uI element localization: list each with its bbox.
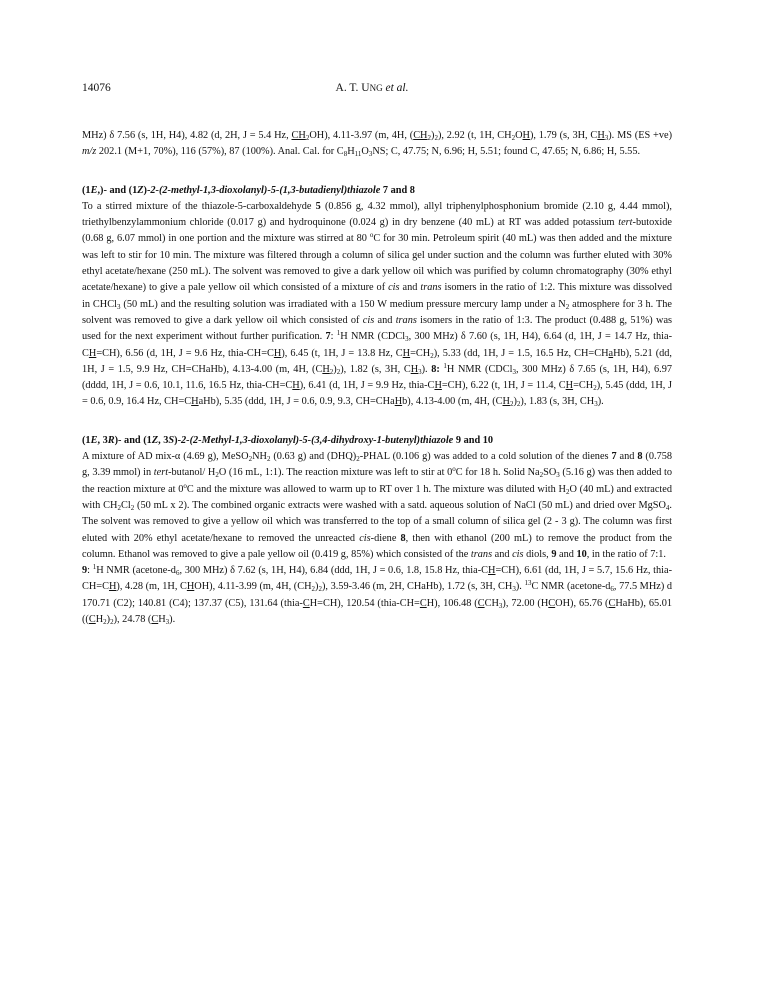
body-paragraph: A mixture of AD mix-α (4.69 g), $MeSO_2NH_2$ (0.63 g) and $(DHQ)_2$-PHAL (0.106 g) was added to a cold solution of the dienes 7 and 8 (0.758 g, 3.39 mmol) in tert-butanol/ $H_2O$ (16 mL, 1:1). The reaction mixture was left to stir at 0$^o$C for 18 h. Solid $Na_2SO_3$ (5.16 g) was then added to the reaction mixture at 0$^o$C and the mixture was allowed to warm up to RT over 1 h. The mixture was diluted with $H_2O$ (40 mL) and extracted with $CH_2Cl_2$ (50 mL x 2). The combined organic extracts were washed with a satd. aqueous solution of NaCl (50 mL) and dried over MgSO$_4$. The solvent was removed to give a yellow oil which was transferred to the top of a small column of silica gel (2 - 3 g). The column was first eluted with 20% ethyl acetate/hexane to removed the unreacted cis-diene 8, then with ethanol (200 mL) to remove the product from the column. Ethanol was removed to give a pale yellow oil (0.419 g, 85%) which consisted of the trans and cis diols, 9 and 10, in the ratio of 7:1. — [82, 451, 673, 560]
page-body — [82, 128, 672, 628]
running-head-authors: A. T. UNG et al. — [335, 82, 409, 94]
body-paragraph: To a stirred mixture of the thiazole-5-carboxaldehyde 5 (0.856 g, 4.32 mmol), allyl triphenylphosphonium bromide (2.10 g, 4.44 mmol), triethylbenzylammonium chloride (0.017 g) and hydroquinone (0.024 g) in dry benzene (40 mL) at RT was added potassium tert-butoxide (0.68 g, 6.07 mmol) in one portion and the mixture was stirred at 80 $^o$C for 30 min. Petroleum spirit (40 mL) was then added and the mixture was left to stir for 10 min. The mixture was filtered through a column of silica gel under suction and the column was further eluted with 30% ethyl acetate/hexane (250 mL). The solvent was removed to give a dark yellow oil which was purified by column chromatography (30% ethyl acetate/hexane) to give a pale yellow oil which consisted of a mixture of cis and trans isomers in the ratio of 1:2. This mixture was dissolved in CHCl$_3$ (50 mL) and the resulting solution was irradiated with a 150 W medium pressure mercury lamp under a $N_2$ atmosphere for 3 h. The solvent was removed to give a dark yellow oil which consisted of cis and trans isomers in the ratio of 1:3. The product (0.488 g, 51%) was used for the next experiment without further purification. 7: $^1$H NMR (CDCl$_3$, 300 MHz) δ 7.60 (s, 1H, H4), 6.64 (d, 1H, J = 14.7 Hz, thia-CH=CH), 6.56 (d, 1H, J = 9.6 Hz, thia-CH=CH), 6.45 (t, 1H, J = 13.8 Hz, $CH=CH_2$), 5.33 (dd, 1H, J = 1.5, 16.5 Hz, CH=CHaHb), 5.21 (dd, 1H, J = 1.5, 9.9 Hz, CH=CHaHb), 4.13-4.00 (m, 4H, $(CH_2)_2$), 1.82 (s, 3H, $CH_3$). 8: $^1$H NMR (CDCl$_3$, 300 MHz) δ 7.65 (s, 1H, H4), 6.97 (dddd, 1H, J = 0.6, 10.1, 11.6, 16.5 Hz, thia-CH=CH), 6.41 (d, 1H, J = 9.9 Hz, thia-CH=CH), 6.22 (t, 1H, J = 11.4, $CH=CH_2$), 5.45 (ddd, 1H, J = 0.6, 0.9, 16.4 Hz, CH=CHaHb), 5.35 (ddd, 1H, J = 0.6, 0.9, 9.3, CH=CHaHb), 4.13-4.00 (m, 4H, $(CH_2)_2$), 1.83 (s, 3H, $CH_3$). — [82, 200, 673, 409]
page-number: 14076 — [82, 82, 111, 94]
page-header — [82, 82, 662, 98]
section-heading: (1E,)- and (1Z)-2-(2-methyl-1,3-dioxolanyl)-5-(1,3-butadienyl)thiazole 7 and 8 — [82, 184, 415, 196]
section-heading: (1E, 3R)- and (1Z, 3S)-2-(2-Methyl-1,3-dioxolanyl)-5-(3,4-dihydroxy-1-butenyl)thiazole 9 and 10 — [82, 434, 494, 446]
body-paragraph: 9: $^1$H NMR ($acetone-d_6$, 300 MHz) δ 7.62 (s, 1H, H4), 6.84 (ddd, 1H, J = 0.6, 1.8, 15.8 Hz, thia-CH=CH), 6.61 (dd, 1H, J = 5.7, 15.6 Hz, thia-CH=CH), 4.28 (m, 1H, CHOH), 4.11-3.99 (m, 4H, $(CH_2)_2$), 3.59-3.46 (m, 2H, CHaHb), 1.72 (s, 3H, $CH_3$). $^{13}$C NMR ($acetone-d_6$, 77.5 MHz) d 170.71 (C2); 140.81 (C4); 137.37 (C5), 131.64 (thia-CH=CH), 120.54 (thia-CH=CH), 106.48 $(CCH_3)$, 72.00 (HCOH), 65.76 (CHaHb), 65.01 $((CH_2)_2)$, 24.78 $(CH_3)$. — [82, 563, 673, 627]
body-paragraph: MHz) δ 7.56 (s, 1H, H4), 4.82 (d, 2H, J = 5.4 Hz, $CH_2OH$), 4.11-3.97 (m, 4H, $(CH_2)_2$), 2.92 (t, 1H, $CH_2OH$), 1.79 (s, 3H, $CH_3$). MS (ES +ve) m/z 202.1 (M+1, 70%), 116 (57%), 87 (100%). Anal. Cal. for $C_8H_{11}O_3NS$; C, 47.75; N, 6.96; H, 5.51; found C, 47.65; N, 6.86; H, 5.55. — [82, 130, 673, 159]
